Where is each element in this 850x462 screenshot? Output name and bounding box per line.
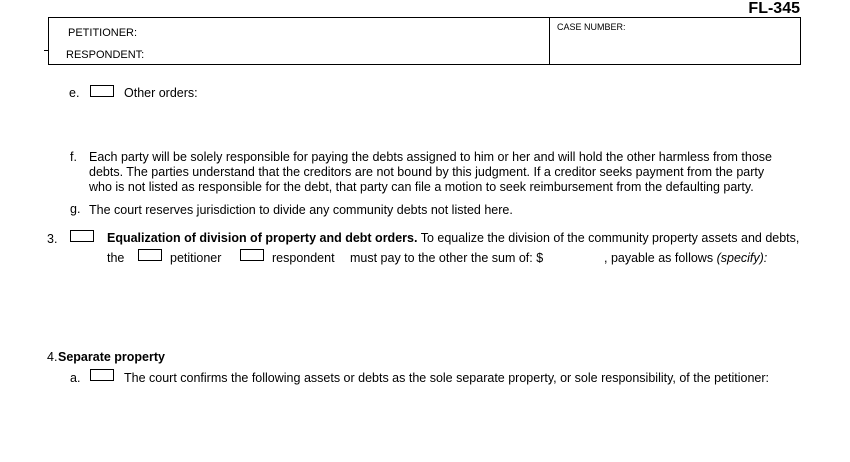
caption-header bbox=[48, 17, 801, 65]
item-4-number: 4. bbox=[47, 350, 58, 364]
petitioner-checkbox[interactable] bbox=[138, 249, 162, 261]
payable-text: , payable as follows bbox=[604, 251, 714, 265]
item-f-line-2: debts. The parties understand that the creditors are not bound by this judgment. If a creditor seeks payment from the party bbox=[89, 165, 765, 179]
petitioner-option-label: petitioner bbox=[170, 251, 222, 265]
item-4a-checkbox[interactable] bbox=[90, 369, 114, 381]
form-id: FL-345 bbox=[748, 0, 800, 17]
item-g-text: The court reserves jurisdiction to divide any community debts not listed here. bbox=[89, 203, 513, 217]
item-g-letter: g. bbox=[70, 202, 81, 216]
case-number-label: CASE NUMBER: bbox=[557, 22, 626, 32]
specify-text: (specify): bbox=[716, 251, 768, 265]
header-divider bbox=[549, 18, 550, 64]
item-e-checkbox[interactable] bbox=[90, 85, 114, 97]
item-f-letter: f. bbox=[70, 150, 77, 164]
item-3-text: To equalize the division of the community property assets and debts, bbox=[420, 231, 800, 245]
pay-amount-text: must pay to the other the sum of: $ bbox=[350, 251, 544, 265]
item-f-line-1: Each party will be solely responsible for paying the debts assigned to him or her and will hold the other harmless from those bbox=[89, 150, 772, 164]
petitioner-label: PETITIONER: bbox=[68, 27, 138, 39]
respondent-checkbox[interactable] bbox=[240, 249, 264, 261]
item-3-title: Equalization of division of property and debt orders. bbox=[107, 231, 418, 245]
item-e-letter: e. bbox=[69, 86, 80, 100]
item-3-the-label: the bbox=[107, 251, 125, 265]
item-3-number: 3. bbox=[47, 232, 58, 246]
item-4a-text: The court confirms the following assets or debts as the sole separate property, or sole responsibility, of the petitioner: bbox=[124, 371, 770, 385]
item-e-label: Other orders: bbox=[124, 86, 198, 100]
respondent-label: RESPONDENT: bbox=[66, 49, 145, 61]
item-4a-letter: a. bbox=[70, 371, 81, 385]
item-4-title: Separate property bbox=[58, 350, 165, 364]
respondent-option-label: respondent bbox=[272, 251, 335, 265]
item-3-checkbox[interactable] bbox=[70, 230, 94, 242]
item-f-line-3: who is not listed as responsible for the debt, that party can file a motion to seek reimbursement from the defaulting party. bbox=[89, 180, 754, 194]
